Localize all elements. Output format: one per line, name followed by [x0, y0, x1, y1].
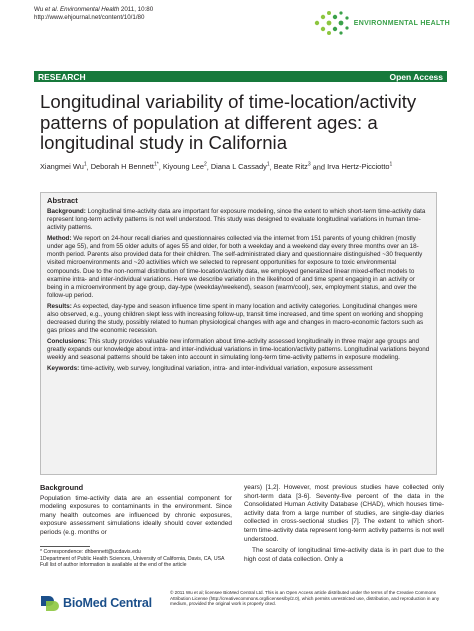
abstract-text: As expected, day-type and season influence time spent in many location and activity categories. Longitudinal changes were also observed, e.g., young children slept less with increasing follow-up, transit time increased, and time spent on working and shopping decreased during the study, possibly related to human physiological changes with age and changes in macro-economic factors such as gas prices and the economic recession. [47, 302, 424, 334]
abstract-label: Method: [47, 235, 72, 243]
abstract-box [40, 192, 437, 475]
citation-line-1 [34, 6, 153, 14]
abstract-conclusions [47, 338, 430, 362]
author-name: Deborah H Bennett$^{1*}$ [90, 162, 159, 172]
biomed-central-icon [40, 594, 60, 612]
abstract-background [47, 208, 430, 232]
author-name: Irva Hertz-Picciotto$^1$ [327, 162, 393, 172]
article-title: Longitudinal variability of time-location/activity patterns of population at different ages: a longitudinal study in California [40, 91, 417, 153]
author-affiliation-mark: 3 [307, 162, 311, 168]
abstract-text: Longitudinal time-activity data are important for exposure modeling, since the extent to which short-term time-activity data represent long-term activity patterns is not well understood. This study was designed to evaluate longitudinal variations in human time-activity patterns. [47, 208, 426, 232]
background-paragraph-continued: years) [1,2]. However, most previous studies have collected only short-term data [3-6]. Seventy-five percent of the data in the Consolidated Human Activity Database (CHAD), which houses time-activity data from a large number of studies, are single-day diaries collected in cross-sectional studies [7]. The extent to which short-term time-activity data represent long-term activity patterns is not well understood. [244, 484, 444, 543]
open-access-label: Open Access [389, 71, 443, 82]
article-type-bar [34, 71, 447, 82]
correspondence-note: * Correspondence: dhbennett@ucdavis.edu [40, 549, 141, 555]
abstract-text: This study provides valuable new information about time-activity assessed longitudinally in three major age groups and greatly expands our knowledge about intra- and inter-individual variations in time-location/activity patterns. Longitudinal variations beyond weekly and seasonal patterns should be taken into account in simulating long-term time-activity patterns in exposure modeling. [47, 337, 430, 362]
body-right-column [244, 484, 444, 564]
journal-logo [311, 10, 450, 36]
citation-journal: et al. Environmental Health [44, 6, 120, 13]
background-heading: Background [40, 483, 84, 492]
abstract-label: Background: [47, 208, 86, 216]
citation-author: Wu [34, 6, 45, 13]
license-text: © 2011 Wu et al; licensee BioMed Central Ltd. This is an Open Access article distributed under the terms of the Creative Commons Attribution License (http://creativecommons.org/licenses/by/2.0), which permits unrestricted use, distribution, and reproduction in any medium, provided the original work is properly cited. [170, 590, 440, 607]
citation-volume: 2011, 10:80 [119, 6, 154, 13]
body-left-column [40, 484, 232, 538]
abstract-keywords [47, 365, 430, 373]
author-name: Kiyoung Lee$^2$ [162, 162, 207, 172]
author-affiliation-mark: 1 [266, 162, 270, 168]
citation-url[interactable]: http://www.ehjournal.net/content/10/1/80 [34, 14, 145, 21]
publisher-name: BioMed Central [63, 596, 152, 610]
citation-header [34, 6, 153, 22]
affiliation-note: 1Department of Public Health Sciences, University of California, Davis, CA, USA [40, 555, 225, 562]
author-affiliation-mark: 1 [389, 162, 393, 168]
background-paragraph-2: The scarcity of longitudinal time-activity data is in part due to the high cost of data collection. Only a [244, 547, 444, 563]
author-name: Xiangmei Wu$^1$ [40, 162, 87, 172]
footnotes [40, 549, 240, 569]
author-name: Diana L Cassady$^1$ [210, 162, 270, 172]
author-list: Xiangmei Wu$^1$, Deborah H Bennett$^{1*}$, Kiyoung Lee$^2$, Diana L Cassady$^1$, Beate Ritz$^3$ and Irva Hertz-Picciotto$^1$ [40, 162, 393, 172]
article-type-label: RESEARCH [38, 71, 86, 82]
abstract-method [47, 235, 430, 300]
author-info-note: Full list of author information is available at the end of the article [40, 562, 187, 569]
author-affiliation-mark: 1 [83, 162, 87, 168]
abstract-results [47, 303, 430, 335]
abstract-heading: Abstract [47, 196, 78, 205]
footnote-divider [40, 546, 90, 547]
publisher-logo [40, 594, 152, 612]
abstract-text: We report on 24-hour recall diaries and questionnaires collected via the internet from 151 parents of young children (mostly under age 55), and from 55 older adults of ages 55 and older, for both a weekday and a weekend day every three months over an 18-month period. Parents also provided data for their children. The self-administrated diary and questionnaire distinguished ~30 frequently visited microenvironments and ~20 activities which we selected to represent opportunities for exposure to toxic environmental compounds. Due to the non-normal distribution of time-location/activity data, we employed generalized linear mixed-effect models to examine intra- and inter-individual variations. Here we describe variation in the likelihood of and time spent engaging in an activity or being in a microenvironment by age group, day-type (weekday/weekend), season (warm/cool), sex, employment status, and over the follow-up period. [47, 235, 423, 299]
journal-globe-icon [311, 10, 351, 36]
author-name: Beate Ritz$^3$ [273, 162, 311, 172]
abstract-label: Conclusions: [47, 337, 87, 345]
background-paragraph: Population time-activity data are an essential component for modeling exposures to contaminants in the environment. Since many health outcomes are influenced by chronic exposures, exposure assessment simulations ideally should cover extended periods (e.g. months or [40, 494, 232, 536]
author-affiliation-mark: 2 [203, 162, 207, 168]
author-affiliation-mark: 1* [154, 162, 159, 168]
abstract-label: Keywords: [47, 364, 80, 372]
abstract-label: Results: [47, 302, 72, 310]
abstract-text: time-activity, web survey, longitudinal variation, intra- and inter-individual variation, exposure assessment [80, 364, 373, 372]
journal-name: ENVIRONMENTAL HEALTH [353, 19, 450, 27]
